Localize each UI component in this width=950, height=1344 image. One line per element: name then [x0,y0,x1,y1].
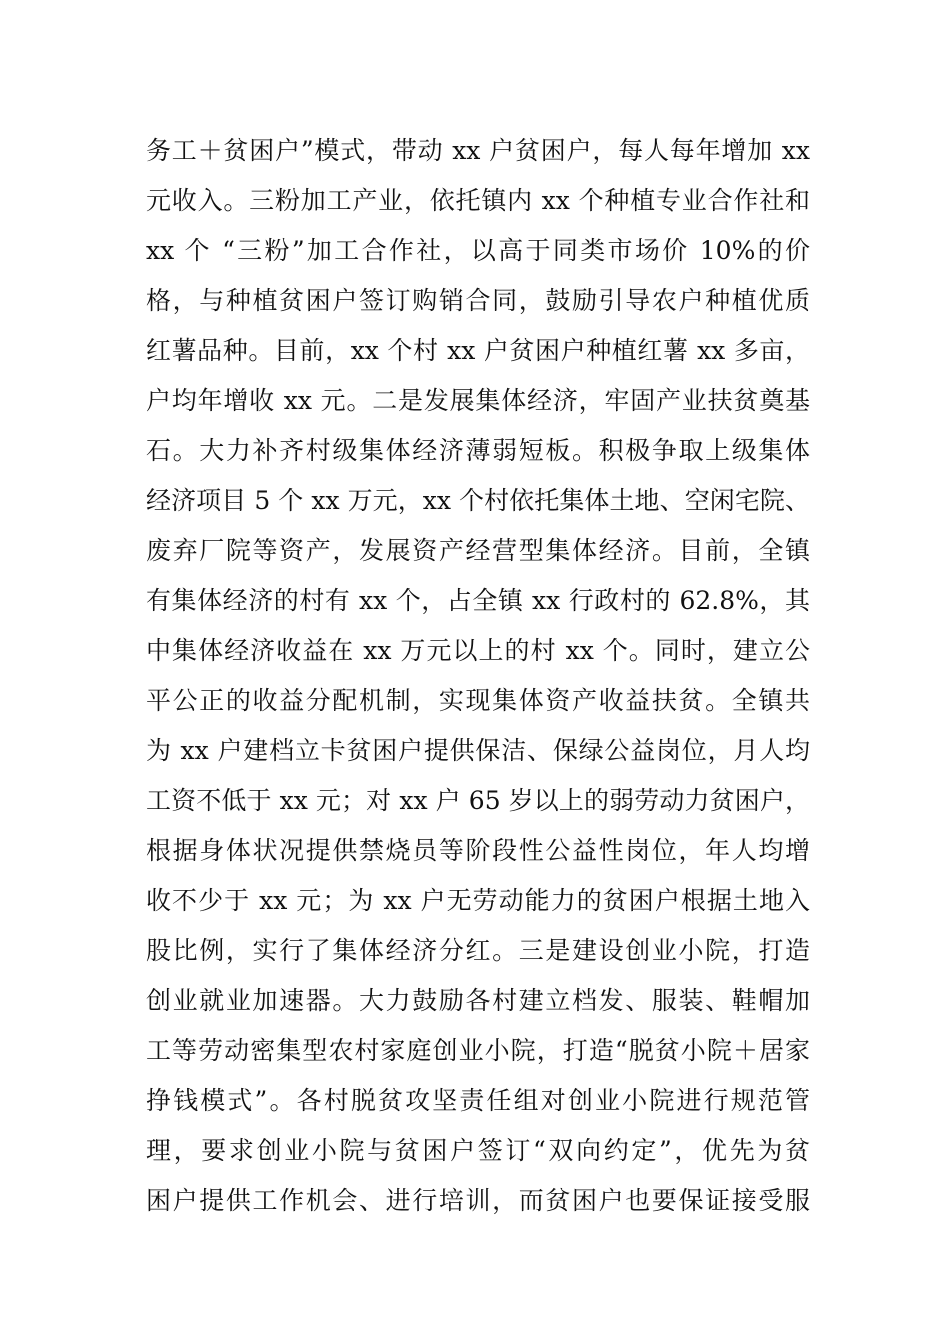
text-line: 石。大力补齐村级集体经济薄弱短板。积极争取上级集体 [146,436,810,465]
text-line: 挣钱模式”。各村脱贫攻坚责任组对创业小院进行规范管 [146,1086,810,1115]
text-line: 户均年增收 xx 元。二是发展集体经济，牢固产业扶贫奠基 [146,386,810,415]
text-line: 收不少于 xx 元；为 xx 户无劳动能力的贫困户根据土地入 [146,886,810,915]
text-line: 格，与种植贫困户签订购销合同，鼓励引导农户种植优质 [146,286,810,315]
text-line: 有集体经济的村有 xx 个，占全镇 xx 行政村的 62.8%，其 [146,586,810,615]
text-line: 工资不低于 xx 元；对 xx 户 65 岁以上的弱劳动力贫困户， [146,786,810,815]
text-line: xx 个 “三粉”加工合作社，以高于同类市场价 10%的价 [146,236,810,265]
text-line: 务工＋贫困户”模式，带动 xx 户贫困户，每人每年增加 xx [146,136,810,165]
text-line: 元收入。三粉加工产业，依托镇内 xx 个种植专业合作社和 [146,186,810,215]
text-line: 困户提供工作机会、进行培训，而贫困户也要保证接受服 [146,1186,810,1215]
text-line: 经济项目 5 个 xx 万元，xx 个村依托集体土地、空闲宅院、 [146,486,810,515]
text-line: 理，要求创业小院与贫困户签订“双向约定”，优先为贫 [146,1136,810,1165]
text-line: 工等劳动密集型农村家庭创业小院，打造“脱贫小院＋居家 [146,1036,810,1065]
text-line: 红薯品种。目前，xx 个村 xx 户贫困户种植红薯 xx 多亩， [146,336,810,365]
body-paragraph [146,126,810,1226]
text-line: 股比例，实行了集体经济分红。三是建设创业小院，打造 [146,936,810,965]
text-line: 废弃厂院等资产，发展资产经营型集体经济。目前，全镇 [146,536,810,565]
text-line: 根据身体状况提供禁烧员等阶段性公益性岗位，年人均增 [146,836,810,865]
text-line: 创业就业加速器。大力鼓励各村建立档发、服装、鞋帽加 [146,986,810,1015]
text-line: 中集体经济收益在 xx 万元以上的村 xx 个。同时，建立公 [146,636,810,665]
text-line: 平公正的收益分配机制，实现集体资产收益扶贫。全镇共 [146,686,810,715]
text-line: 为 xx 户建档立卡贫困户提供保洁、保绿公益岗位，月人均 [146,736,810,765]
